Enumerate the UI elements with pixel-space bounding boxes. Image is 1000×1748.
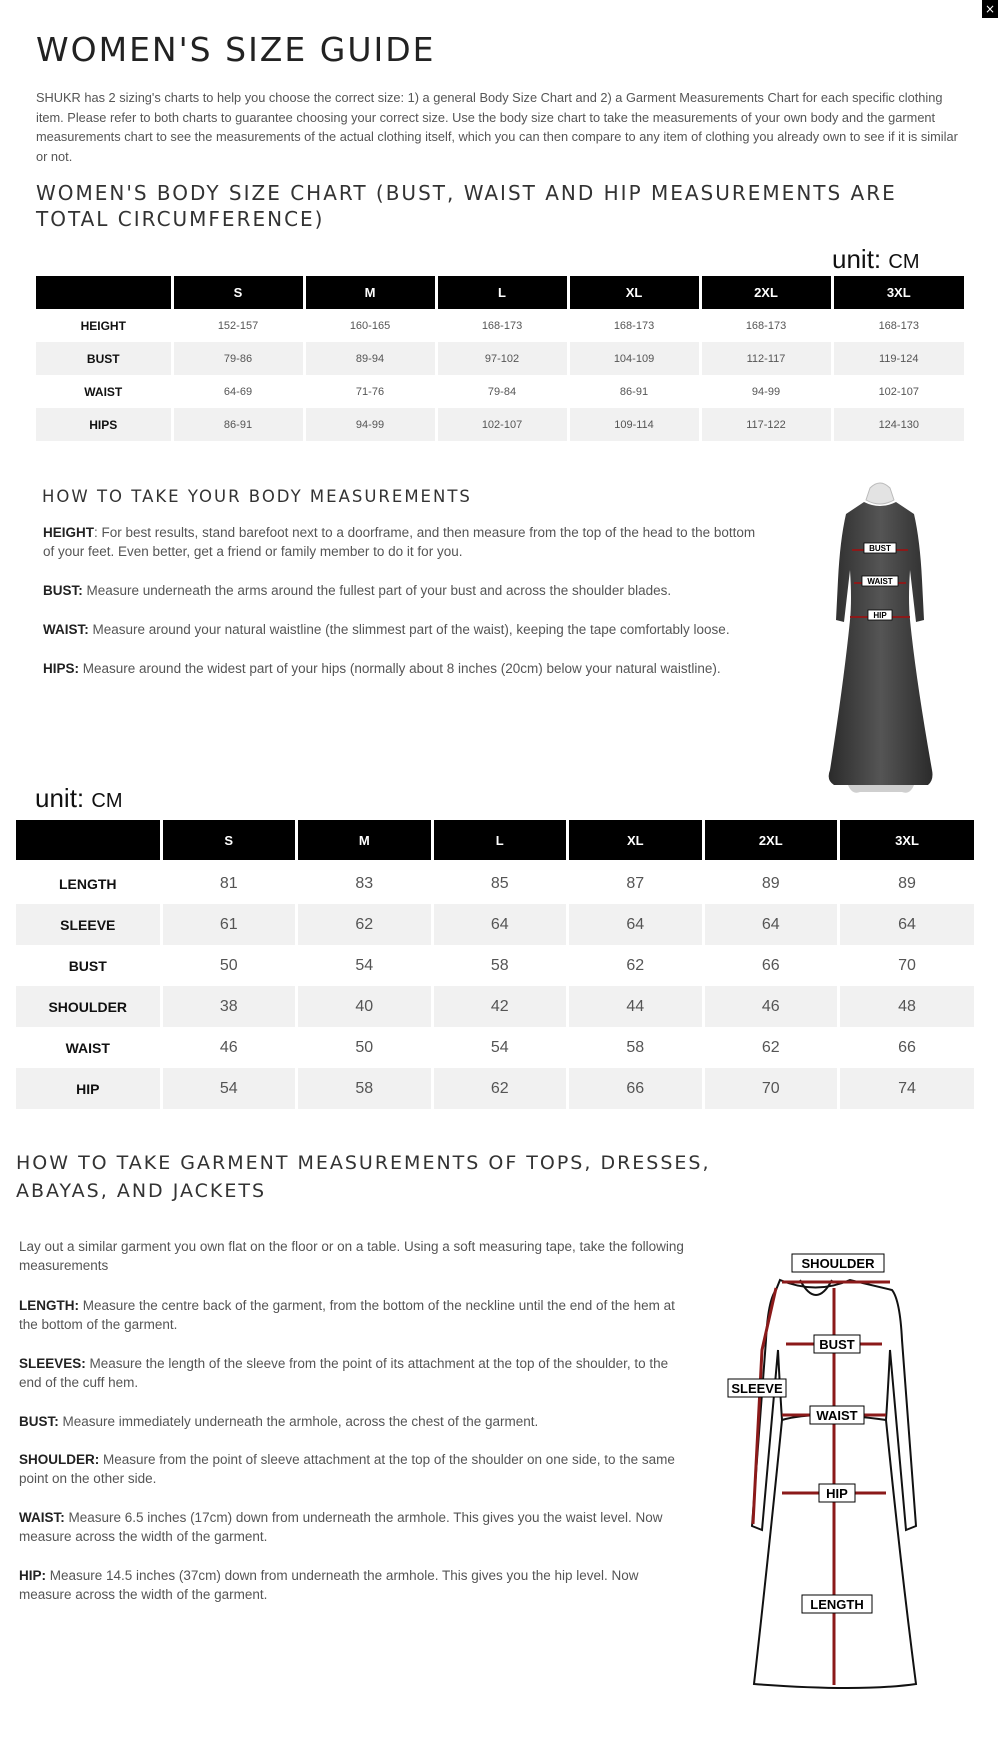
table-row [16, 986, 974, 1027]
table-cell: 89 [703, 862, 839, 905]
photo-label-hip: HIP [873, 611, 887, 620]
row-label: BUST [36, 342, 172, 375]
photo-label-waist: WAIST [867, 577, 893, 586]
instruction-text: Measure the length of the sleeve from the point of its attachment at the top of the shoulder, to the end of the cuff hem. [19, 1356, 669, 1390]
instruction-text: Measure immediately underneath the armhole, across the chest of the garment. [58, 1414, 539, 1429]
table-cell: 70 [703, 1068, 839, 1109]
table-cell: 89 [839, 862, 975, 905]
table-cell: 44 [568, 986, 704, 1027]
column-header: M [297, 820, 433, 862]
sleeves-instruction [19, 1354, 689, 1392]
term-label: BUST: [19, 1414, 59, 1429]
instruction-text: For best results, stand barefoot next to a doorframe, and then measure from the top of the head to the bottom of your feet. Even better, get a friend or family member to do it for you. [43, 525, 756, 559]
table-cell: 54 [161, 1068, 297, 1109]
row-label: WAIST [65, 1039, 110, 1056]
table-cell: 58 [568, 1027, 704, 1068]
unit-label: unit: [832, 244, 882, 274]
instruction-text: Measure 6.5 inches (17cm) down from underneath the armhole. This gives you the waist level. Now measure across the width of the garment. [19, 1510, 663, 1544]
row-label: SLEEVE [16, 904, 161, 945]
garment-size-table [16, 820, 974, 1109]
waist-instruction [43, 620, 763, 639]
body-chart-title: WOMEN'S BODY SIZE CHART (BUST, WAIST AND HIP MEASUREMENTS ARE TOTAL CIRCUMFERENCE) [36, 181, 897, 231]
table-cell: 97-102 [436, 342, 568, 375]
table-cell: 152-157 [172, 309, 304, 342]
table-cell: 81 [161, 862, 297, 905]
table-row [36, 375, 964, 408]
table-cell: 50 [297, 1027, 433, 1068]
sketch-label-waist: WAIST [816, 1408, 858, 1423]
sketch-label-bust: BUST [819, 1337, 855, 1352]
table-cell: 66 [839, 1027, 975, 1068]
table-row [36, 408, 964, 441]
table-cell: 85 [432, 862, 568, 905]
row-label: LENGTH [16, 862, 161, 905]
table-cell: 79-86 [172, 342, 304, 375]
row-label: HIP [16, 1068, 161, 1109]
column-header: S [172, 276, 304, 309]
table-row [36, 309, 964, 342]
column-header: XL [568, 820, 704, 862]
photo-label-bust: BUST [869, 544, 891, 553]
table-cell: 38 [161, 986, 297, 1027]
body-chart-unit [832, 244, 920, 275]
column-header: 3XL [839, 820, 975, 862]
table-header-row [16, 820, 974, 862]
instruction-text: Measure around the widest part of your hips (normally about 8 inches (20cm) below your natural waistline). [79, 661, 721, 676]
column-header: L [436, 276, 568, 309]
table-cell: 48 [839, 986, 975, 1027]
column-header: 3XL [832, 276, 964, 309]
length-instruction [19, 1296, 689, 1334]
table-cell: 64 [568, 904, 704, 945]
intro-text: SHUKR has 2 sizing's charts to help you choose the correct size: 1) a general Body Size Chart and 2) a Garment Measurements Chart for each specific clothing item. Please refer to both charts to guarantee choosing your correct size. Use the body size chart to take the measurements of your own body and the garment measurements chart to see the measurements of the actual clothing itself, which you can then compare to any item of clothing you already own to see if it is similar or not. [36, 90, 958, 164]
table-cell: 74 [839, 1068, 975, 1109]
table-cell: 62 [568, 945, 704, 986]
garment-chart-unit [35, 783, 123, 814]
garment-measure-title: HOW TO TAKE GARMENT MEASUREMENTS OF TOPS, DRESSES, ABAYAS, AND JACKETS [16, 1152, 711, 1202]
table-cell: 66 [568, 1068, 704, 1109]
table-cell: 86-91 [172, 408, 304, 441]
table-cell: 46 [703, 986, 839, 1027]
term-label: HIP: [19, 1568, 46, 1583]
dress-photo [812, 480, 942, 800]
table-cell: 64 [432, 904, 568, 945]
row-label: BUST [68, 957, 107, 974]
table-cell: 70 [839, 945, 975, 986]
hips-instruction [43, 659, 763, 678]
row-label: HIPS [36, 408, 172, 441]
table-cell: 54 [297, 945, 433, 986]
waist-garment-instruction [19, 1508, 689, 1546]
body-measure-title: HOW TO TAKE YOUR BODY MEASUREMENTS [42, 487, 472, 506]
table-cell: 64 [703, 904, 839, 945]
table-cell: 94-99 [304, 408, 436, 441]
table-cell: 109-114 [568, 408, 700, 441]
unit-value: CM [888, 251, 920, 273]
column-header: S [161, 820, 297, 862]
table-cell: 61 [161, 904, 297, 945]
sketch-label-sleeve: SLEEVE [731, 1381, 783, 1396]
table-cell: 79-84 [436, 375, 568, 408]
term-label: SHOULDER: [19, 1452, 100, 1467]
row-label: WAIST [84, 384, 123, 399]
corner-cell [36, 276, 172, 309]
table-row [16, 1068, 974, 1109]
term-label: WAIST: [43, 622, 89, 637]
term-label: BUST: [43, 583, 83, 598]
hip-garment-instruction [19, 1566, 689, 1604]
table-cell: 89-94 [304, 342, 436, 375]
term-sep: : [94, 525, 98, 540]
column-header: L [432, 820, 568, 862]
table-cell: 42 [432, 986, 568, 1027]
unit-label: unit: [35, 783, 85, 813]
table-cell: 83 [297, 862, 433, 905]
table-cell: 64 [839, 904, 975, 945]
table-cell: 54 [432, 1027, 568, 1068]
table-cell: 117-122 [700, 408, 832, 441]
term-label: SLEEVES: [19, 1356, 86, 1371]
row-label: SHOULDER [16, 986, 161, 1027]
table-cell: 124-130 [832, 408, 964, 441]
term-label: WAIST: [19, 1510, 65, 1525]
table-cell: 62 [297, 904, 433, 945]
table-cell: 168-173 [436, 309, 568, 342]
column-header: 2XL [700, 276, 832, 309]
table-cell: 168-173 [832, 309, 964, 342]
table-cell: 71-76 [304, 375, 436, 408]
table-cell: 58 [297, 1068, 433, 1109]
table-cell: 87 [568, 862, 704, 905]
garment-intro: Lay out a similar garment you own flat on the floor or on a table. Using a soft measuring tape, take the following measurements [19, 1239, 684, 1273]
table-cell: 40 [297, 986, 433, 1027]
bust-garment-instruction [19, 1412, 689, 1431]
table-cell: 102-107 [436, 408, 568, 441]
close-button[interactable] [982, 0, 998, 18]
table-row [36, 342, 964, 375]
table-cell: 94-99 [700, 375, 832, 408]
sketch-label-hip: HIP [826, 1486, 848, 1501]
table-cell: 58 [432, 945, 568, 986]
table-cell: 119-124 [832, 342, 964, 375]
instruction-text: Measure 14.5 inches (37cm) down from underneath the armhole. This gives you the hip level. Now measure across the width of the garment. [19, 1568, 639, 1602]
table-cell: 160-165 [304, 309, 436, 342]
row-label: HEIGHT [80, 318, 126, 333]
table-row [16, 862, 974, 905]
column-header: 2XL [703, 820, 839, 862]
corner-cell [16, 820, 161, 862]
shoulder-instruction [19, 1450, 689, 1488]
term-label: HIPS: [43, 661, 80, 676]
table-cell: 62 [703, 1027, 839, 1068]
table-cell: 86-91 [568, 375, 700, 408]
page-title: WOMEN'S SIZE GUIDE [36, 30, 436, 69]
column-header: XL [568, 276, 700, 309]
height-instruction [43, 523, 763, 561]
sketch-label-length: LENGTH [810, 1597, 864, 1612]
body-size-table [36, 276, 964, 441]
table-cell: 64-69 [172, 375, 304, 408]
bust-instruction [43, 581, 763, 600]
table-header-row [36, 276, 964, 309]
table-row [16, 945, 974, 986]
table-row [16, 904, 974, 945]
instruction-text: Measure from the point of sleeve attachment at the top of the shoulder on one side, to the same point on the other side. [19, 1452, 675, 1486]
table-cell: 66 [703, 945, 839, 986]
column-header: M [304, 276, 436, 309]
table-cell: 46 [161, 1027, 297, 1068]
sketch-label-shoulder: SHOULDER [801, 1256, 875, 1271]
instruction-text: Measure underneath the arms around the fullest part of your bust and across the shoulder blades. [82, 583, 672, 598]
garment-sketch [720, 1240, 950, 1700]
instruction-text: Measure around your natural waistline (the slimmest part of the waist), keeping the tape comfortably loose. [88, 622, 730, 637]
table-cell: 168-173 [700, 309, 832, 342]
term-label: LENGTH: [19, 1298, 79, 1313]
instruction-text: Measure the centre back of the garment, from the bottom of the neckline until the end of the hem at the bottom of the garment. [19, 1298, 675, 1332]
table-cell: 102-107 [832, 375, 964, 408]
table-cell: 62 [432, 1068, 568, 1109]
unit-value: CM [91, 790, 123, 812]
table-cell: 104-109 [568, 342, 700, 375]
close-icon: × [984, 2, 996, 16]
term-label: HEIGHT [43, 525, 95, 540]
table-cell: 168-173 [568, 309, 700, 342]
table-cell: 50 [161, 945, 297, 986]
table-row [16, 1027, 974, 1068]
table-cell: 112-117 [700, 342, 832, 375]
